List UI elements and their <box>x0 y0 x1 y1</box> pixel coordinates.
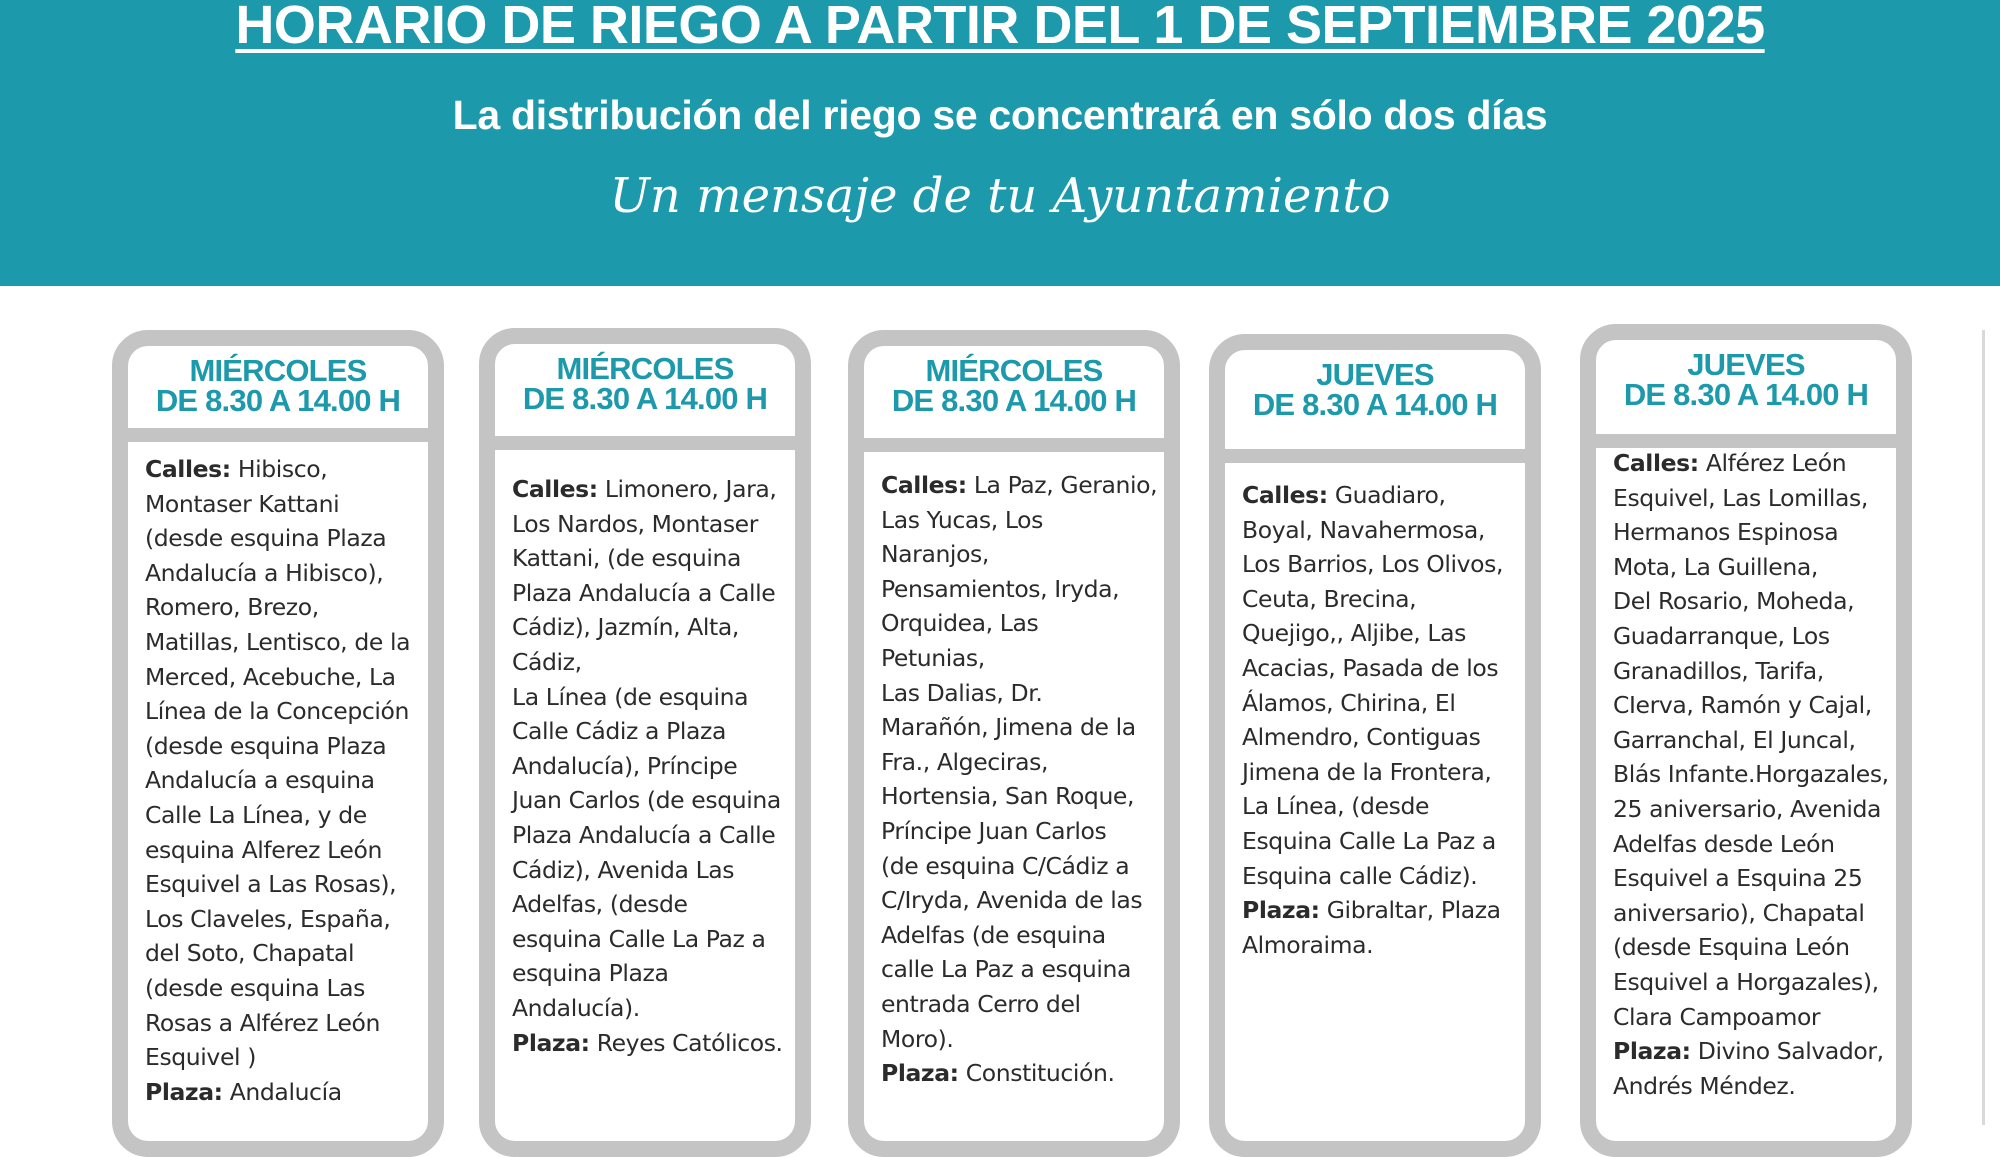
schedule-card <box>1209 334 1541 1157</box>
schedule-card <box>112 330 444 1157</box>
calles-line <box>1613 619 1892 654</box>
plaza-label: Plaza: <box>1242 896 1320 925</box>
card-header <box>128 346 428 416</box>
plaza-line <box>1613 1034 1892 1069</box>
schedule-card <box>479 328 811 1157</box>
calles-text: Príncipe Juan Carlos <box>881 816 1107 845</box>
plaza-label: Plaza: <box>512 1028 590 1057</box>
calles-line <box>512 853 791 888</box>
calles-text: Plaza Andalucía a Calle <box>512 578 776 607</box>
plaza-line <box>1613 1069 1892 1104</box>
calles-text: Limonero, Jara, <box>604 475 777 503</box>
calles-line <box>881 779 1160 814</box>
calles-text: Orquidea, Las <box>881 609 1039 638</box>
calles-text: Pensamientos, Iryda, <box>881 574 1120 603</box>
calles-text: esquina Plaza <box>512 959 669 988</box>
calles-line <box>512 887 791 922</box>
calles-text: Adelfas, (desde <box>512 890 688 919</box>
calles-line <box>1613 757 1892 792</box>
calles-text: La Línea (de esquina <box>512 682 749 711</box>
calles-text: Mota, La Guillena, <box>1613 552 1818 581</box>
card-time: DE 8.30 A 14.00 H <box>155 383 401 418</box>
calles-text: Esquina Calle La Paz a <box>1242 826 1496 855</box>
card-header <box>1225 350 1525 420</box>
calles-line <box>1613 584 1892 619</box>
calles-text: Los Nardos, Montaser <box>512 509 759 538</box>
calles-line <box>512 783 791 818</box>
calles-text: (desde Esquina León <box>1613 933 1850 962</box>
calles-text: Merced, Acebuche, La <box>145 662 396 691</box>
card-body <box>145 452 424 1109</box>
calles-line <box>881 606 1160 641</box>
plaza-text: Divino Salvador, <box>1697 1037 1884 1066</box>
calles-text: esquina Calle La Paz a <box>512 924 766 953</box>
calles-line <box>512 991 791 1026</box>
calles-line <box>1613 1000 1892 1035</box>
calles-line <box>881 537 1160 572</box>
calles-line <box>1242 582 1521 617</box>
calles-line <box>1613 654 1892 689</box>
calles-line <box>1242 651 1521 686</box>
calles-text: Montaser Kattani <box>145 489 340 518</box>
calles-text: Petunias, <box>881 643 985 672</box>
calles-text: Esquivel ) <box>145 1043 256 1072</box>
calles-text: Naranjos, <box>881 540 989 569</box>
calles-line <box>512 956 791 991</box>
schedule-card <box>1580 324 1912 1157</box>
plaza-text: Andalucía <box>229 1077 342 1106</box>
calles-text: Los Claveles, España, <box>145 904 391 933</box>
card-divider <box>1209 449 1541 463</box>
plaza-text: Gibraltar, Plaza <box>1326 896 1501 925</box>
plaza-line <box>881 1056 1160 1091</box>
calles-line <box>145 833 424 868</box>
calles-text: Fra., Algeciras, <box>881 747 1049 776</box>
plaza-line <box>512 1026 791 1061</box>
calles-text: Álamos, Chirina, El <box>1242 688 1456 717</box>
calles-line <box>1613 446 1892 481</box>
calles-text: Hermanos Espinosa <box>1613 518 1839 547</box>
calles-line <box>145 867 424 902</box>
calles-text: Línea de la Concepción <box>145 697 409 726</box>
calles-line <box>145 729 424 764</box>
calles-line <box>1613 861 1892 896</box>
calles-text: Adelfas desde León <box>1613 829 1835 858</box>
calles-text: Almendro, Contiguas <box>1242 723 1481 752</box>
calles-text: Cádiz), Jazmín, Alta, <box>512 613 739 642</box>
calles-label: Calles: <box>881 471 967 499</box>
calles-label: Calles: <box>1613 449 1699 477</box>
calles-text: (desde esquina Las <box>145 973 365 1002</box>
calles-text: esquina Alferez León <box>145 835 382 864</box>
calles-line <box>1613 930 1892 965</box>
calles-line <box>881 952 1160 987</box>
calles-line <box>1242 755 1521 790</box>
card-header <box>864 346 1164 416</box>
calles-text: Andalucía a esquina <box>145 766 375 795</box>
calles-line <box>145 452 424 487</box>
calles-text: Del Rosario, Moheda, <box>1613 587 1855 616</box>
calles-text: entrada Cerro del <box>881 989 1081 1018</box>
plaza-text: Andrés Méndez. <box>1613 1071 1796 1100</box>
calles-line <box>145 590 424 625</box>
calles-text: Alférez León <box>1705 449 1847 477</box>
calles-line <box>512 680 791 715</box>
calles-text: Hibisco, <box>237 455 328 483</box>
calles-line <box>145 694 424 729</box>
calles-line <box>145 660 424 695</box>
page-subtitle: La distribución del riego se concentrará en sólo dos días <box>452 92 1548 138</box>
plaza-text: Reyes Católicos. <box>596 1028 783 1057</box>
calles-text: (desde esquina Plaza <box>145 731 387 760</box>
calles-line <box>881 572 1160 607</box>
card-day: MIÉRCOLES <box>925 353 1103 388</box>
calles-text: Calle La Línea, y de <box>145 800 367 829</box>
calles-text: Andalucía a Hibisco), <box>145 558 384 587</box>
calles-line <box>512 576 791 611</box>
calles-text: Boyal, Navahermosa, <box>1242 515 1485 544</box>
calles-text: Ceuta, Brecina, <box>1242 584 1417 613</box>
calles-line <box>1242 824 1521 859</box>
calles-line <box>1242 686 1521 721</box>
card-body <box>1613 446 1892 1103</box>
calles-line <box>1613 896 1892 931</box>
calles-text: Marañón, Jimena de la <box>881 713 1136 742</box>
calles-line <box>881 814 1160 849</box>
calles-line <box>1242 513 1521 548</box>
calles-text: Kattani, (de esquina <box>512 544 741 573</box>
calles-text: Esquivel a Horgazales), <box>1613 967 1879 996</box>
calles-text: Plaza Andalucía a Calle <box>512 820 776 849</box>
card-time: DE 8.30 A 14.00 H <box>1623 377 1869 412</box>
card-body <box>1242 478 1521 962</box>
calles-line <box>145 902 424 937</box>
calles-text: Cádiz, <box>512 647 582 676</box>
calles-text: Moro). <box>881 1024 954 1053</box>
card-divider <box>479 436 811 450</box>
calles-text: Juan Carlos (de esquina <box>512 786 781 815</box>
calles-text: Esquivel a Esquina 25 <box>1613 864 1863 893</box>
calles-line <box>1613 688 1892 723</box>
plaza-line <box>1242 893 1521 928</box>
calles-line <box>512 818 791 853</box>
calles-text: Clara Campoamor <box>1613 1002 1821 1031</box>
calles-line <box>512 714 791 749</box>
calles-line <box>881 641 1160 676</box>
calles-text: (de esquina C/Cádiz a <box>881 851 1130 880</box>
calles-text: La Línea, (desde <box>1242 792 1430 821</box>
card-day: MIÉRCOLES <box>189 353 367 388</box>
calles-line <box>512 645 791 680</box>
calles-text: Los Barrios, Los Olivos, <box>1242 550 1504 579</box>
calles-label: Calles: <box>1242 481 1328 509</box>
calles-line <box>1613 827 1892 862</box>
card-time: DE 8.30 A 14.00 H <box>891 383 1137 418</box>
calles-line <box>881 676 1160 711</box>
calles-text: Andalucía). <box>512 993 640 1022</box>
calles-line <box>145 487 424 522</box>
calles-line <box>1242 478 1521 513</box>
calles-line <box>881 1022 1160 1057</box>
calles-text: Quejigo,, Aljibe, Las <box>1242 619 1466 648</box>
calles-line <box>1242 720 1521 755</box>
calles-line <box>512 507 791 542</box>
calles-line <box>512 472 791 507</box>
tagline: Un mensaje de tu Ayuntamiento <box>609 168 1391 224</box>
calles-line <box>1242 789 1521 824</box>
calles-line <box>145 625 424 660</box>
calles-text: C/Iryda, Avenida de las <box>881 886 1143 915</box>
calles-text: Cádiz), Avenida Las <box>512 855 735 884</box>
calles-line <box>145 798 424 833</box>
calles-text: Calle Cádiz a Plaza <box>512 717 726 746</box>
calles-line <box>881 468 1160 503</box>
plaza-label: Plaza: <box>1613 1037 1691 1066</box>
calles-text: Rosas a Alférez León <box>145 1008 381 1037</box>
calles-text: CIerva, Ramón y Cajal, <box>1613 691 1872 720</box>
calles-text: Romero, Brezo, <box>145 593 319 622</box>
calles-line <box>512 922 791 957</box>
calles-line <box>1613 792 1892 827</box>
page-edge-divider <box>1982 330 1985 1125</box>
plaza-text: Constitución. <box>965 1059 1115 1088</box>
calles-text: Adelfas (de esquina <box>881 920 1106 949</box>
calles-line <box>512 749 791 784</box>
plaza-label: Plaza: <box>145 1077 223 1106</box>
card-day: JUEVES <box>1316 357 1434 392</box>
calles-line <box>1242 859 1521 894</box>
calles-line <box>512 610 791 645</box>
plaza-text: Almoraima. <box>1242 930 1374 959</box>
calles-line <box>145 1006 424 1041</box>
plaza-line <box>145 1075 424 1110</box>
calles-line <box>881 918 1160 953</box>
calles-text: Guadiaro, <box>1334 481 1446 509</box>
calles-line <box>145 971 424 1006</box>
card-day: JUEVES <box>1687 347 1805 382</box>
calles-text: del Soto, Chapatal <box>145 939 355 968</box>
calles-text: aniversario), Chapatal <box>1613 898 1865 927</box>
card-divider <box>848 438 1180 452</box>
calles-line <box>1613 515 1892 550</box>
calles-text: Las Yucas, Los <box>881 505 1043 534</box>
calles-line <box>1242 616 1521 651</box>
calles-line <box>1613 481 1892 516</box>
page-title: HORARIO DE RIEGO A PARTIR DEL 1 DE SEPTIEMBRE 2025 <box>235 0 1765 55</box>
calles-line <box>145 763 424 798</box>
calles-line <box>512 541 791 576</box>
card-time: DE 8.30 A 14.00 H <box>522 381 768 416</box>
calles-text: 25 aniversario, Avenida <box>1613 794 1881 823</box>
calles-text: Esquivel a Las Rosas), <box>145 870 397 899</box>
calles-text: Matillas, Lentisco, de la <box>145 627 411 656</box>
calles-text: Blás Infante.Horgazales, <box>1613 760 1889 789</box>
calles-text: Acacias, Pasada de los <box>1242 653 1499 682</box>
plaza-line <box>1242 928 1521 963</box>
calles-line <box>881 710 1160 745</box>
calles-text: calle La Paz a esquina <box>881 955 1131 984</box>
calles-text: Granadillos, Tarifa, <box>1613 656 1824 685</box>
card-header <box>1596 340 1896 410</box>
calles-line <box>881 503 1160 538</box>
card-body <box>881 468 1160 1091</box>
card-day: MIÉRCOLES <box>556 351 734 386</box>
card-time: DE 8.30 A 14.00 H <box>1252 387 1498 422</box>
card-header <box>495 344 795 414</box>
card-divider <box>112 428 444 442</box>
calles-text: Hortensia, San Roque, <box>881 782 1135 811</box>
calles-text: (desde esquina Plaza <box>145 524 387 553</box>
calles-label: Calles: <box>512 475 598 503</box>
calles-line <box>881 883 1160 918</box>
calles-line <box>881 849 1160 884</box>
calles-text: Jimena de la Frontera, <box>1242 757 1492 786</box>
header-banner <box>0 0 2000 286</box>
calles-line <box>881 987 1160 1022</box>
calles-text: La Paz, Geranio, <box>973 471 1158 499</box>
plaza-label: Plaza: <box>881 1059 959 1088</box>
calles-text: Guadarranque, Los <box>1613 621 1830 650</box>
calles-text: Esquina calle Cádiz). <box>1242 861 1478 890</box>
calles-label: Calles: <box>145 455 231 483</box>
card-body <box>512 472 791 1060</box>
calles-text: Las Dalias, Dr. <box>881 678 1043 707</box>
calles-line <box>145 556 424 591</box>
calles-line <box>145 1040 424 1075</box>
calles-line <box>1613 723 1892 758</box>
calles-line <box>145 936 424 971</box>
calles-line <box>1242 547 1521 582</box>
calles-text: Andalucía), Príncipe <box>512 751 738 780</box>
calles-line <box>145 521 424 556</box>
calles-line <box>1613 550 1892 585</box>
calles-text: Esquivel, Las Lomillas, <box>1613 483 1868 512</box>
calles-text: Garranchal, El Juncal, <box>1613 725 1856 754</box>
calles-line <box>1613 965 1892 1000</box>
schedule-card <box>848 330 1180 1157</box>
calles-line <box>881 745 1160 780</box>
